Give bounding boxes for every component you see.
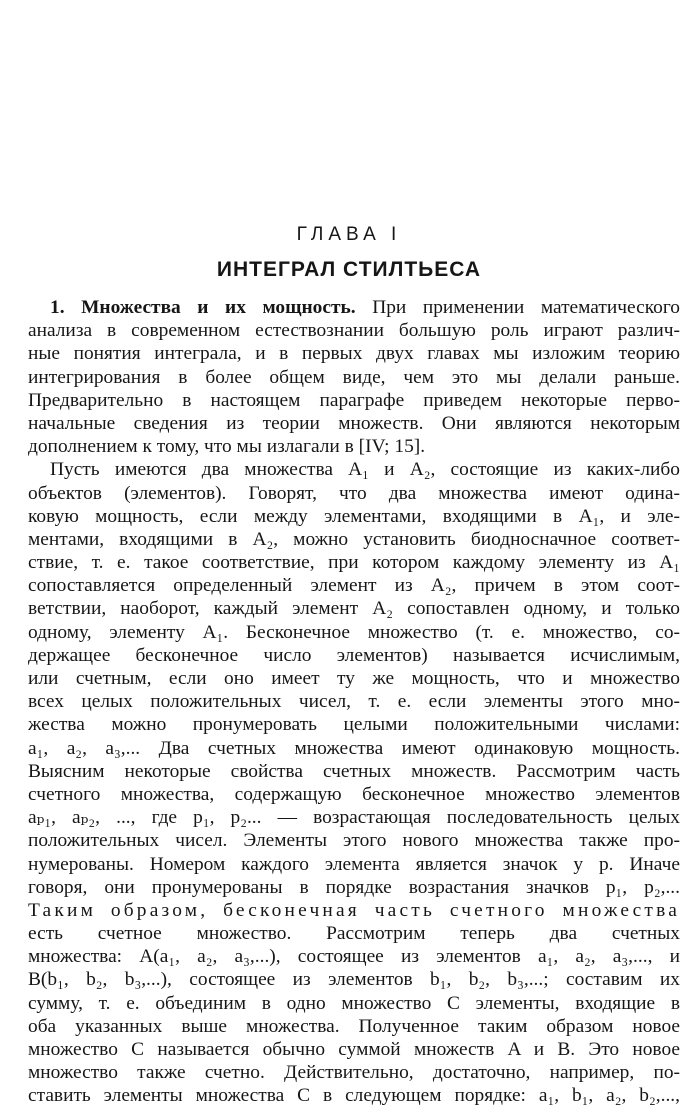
paragraph-line: множества: A(a₁, a₂, a₃,...), состоящее из элементов a₁, a₂, a₃,..., и	[28, 946, 680, 968]
paragraph-line: всех целых положительных чисел, т. е. если элементы этого мно-	[28, 691, 680, 713]
paragraph-line: анализа в современном естествознании большую роль играют различ-	[28, 320, 680, 342]
paragraph-line: Пусть имеются два множества A₁ и A₂, состоящие из каких-либо	[50, 459, 680, 481]
paragraph-line: ветствии, наоборот, каждый элемент A₂ сопоставлен одному, и только	[28, 598, 680, 620]
paragraph-line: есть счетное множество. Рассмотрим теперь два счетных	[28, 923, 680, 945]
paragraph-line: a₁, a₂, a₃,... Два счетных множества имеют одинаковую мощность.	[28, 737, 680, 759]
paragraph-line: ставить элементы множества C в следующем порядке: a₁, b₁, a₂, b₂,...,	[28, 1085, 680, 1107]
paragraph-line: множество также счетно. Действительно, достаточно, например, по-	[28, 1062, 680, 1084]
paragraph-line: 1. Множества и их мощность. При применении математического	[50, 297, 680, 318]
paragraph-line: сумму, т. е. объединим в одно множество C элементы, входящие в	[28, 992, 680, 1014]
chapter-title: ИНТЕГРАЛ СТИЛТЬЕСА	[216, 258, 482, 281]
chapter-label: ГЛАВА I	[296, 224, 402, 245]
paragraph-line: дополнением к тому, что мы излагали в [IV; 15].	[28, 436, 426, 458]
paragraph-line: нумерованы. Номером каждого элемента является значок у p. Иначе	[28, 853, 680, 875]
paragraph-line: счетного множества, содержащую бесконечное множество элементов	[28, 783, 680, 805]
paragraph-line: aₚ₁, aₚ₂, ..., где p₁, p₂... — возрастающая последовательность целых	[28, 807, 680, 829]
paragraph-line: интегрирования в более общем виде, чем это мы делали раньше.	[28, 366, 680, 388]
paragraph-line: или счетным, если оно имеет ту же мощность, что и множество	[28, 668, 680, 689]
body-text	[28, 296, 680, 1108]
paragraph-line: одному, элементу A₁. Бесконечное множество (т. е. множество, со-	[28, 621, 680, 643]
paragraph-line: жества можно пронумеровать целыми положительными числами:	[28, 714, 680, 736]
paragraph-line: объектов (элементов). Говорят, что два множества имеют одина-	[28, 482, 680, 504]
paragraph-line: Предварительно в настоящем параграфе приведем некоторые перво-	[28, 389, 680, 411]
paragraph-line: ные понятия интеграла, и в первых двух главах мы изложим теорию	[28, 343, 680, 365]
section-heading: 1. Множества и их мощность.	[50, 297, 356, 318]
paragraph-line: держащее бесконечное число элементов) называется исчислимым,	[28, 644, 680, 666]
paragraph-line: положительных чисел. Элементы этого нового множества также про-	[28, 830, 680, 852]
paragraph-line: ствие, т. е. такое соответствие, при котором каждому элементу из A₁	[28, 552, 680, 574]
paragraph-line: B(b₁, b₂, b₃,...), состоящее из элементов b₁, b₂, b₃,...; составим их	[28, 969, 680, 991]
paragraph-line: ковую мощность, если между элементами, входящими в A₁, и эле-	[28, 505, 680, 527]
paragraph-line: говоря, они пронумерованы в порядке возрастания значков p₁, p₂,...	[28, 876, 680, 898]
paragraph-line: множество C называется обычно суммой множеств A и B. Это новое	[28, 1039, 680, 1060]
paragraph-line: сопоставляется определенный элемент из A₂, причем в этом соот-	[28, 575, 680, 597]
paragraph-line: Выясним некоторые свойства счетных множеств. Рассмотрим часть	[28, 760, 680, 782]
paragraph-line: ментами, входящими в A₂, можно установить биодносначное соответ-	[28, 528, 680, 550]
paragraph-line: начальные сведения из теории множеств. Они являются некоторым	[28, 412, 680, 434]
paragraph-line: оба указанных выше множества. Полученное таким образом новое	[28, 1015, 680, 1037]
paragraph-line: Таким образом, бесконечная часть счетного множества	[28, 899, 680, 921]
